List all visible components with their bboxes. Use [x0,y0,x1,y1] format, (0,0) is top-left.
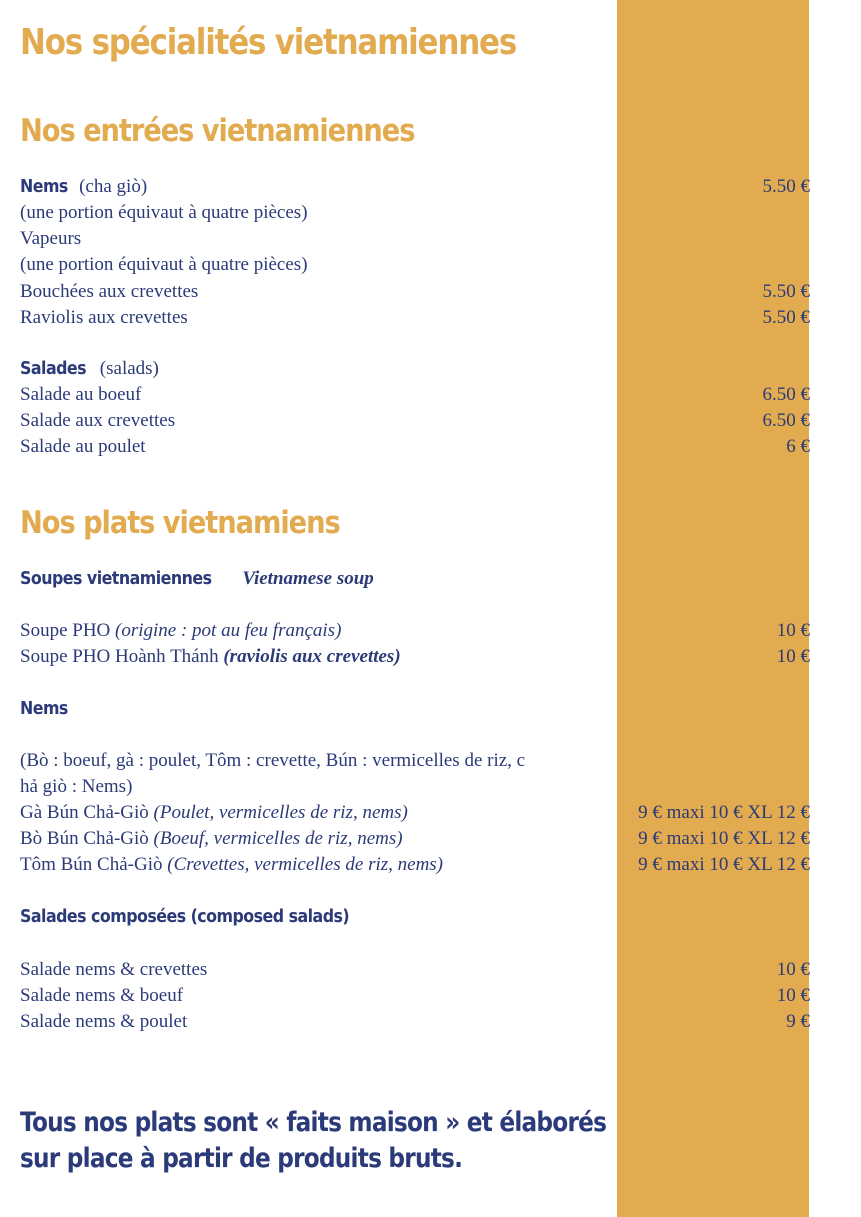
nems-label: Nems [20,698,68,719]
nems-legend-2: hả giò : Nems) [20,776,133,797]
list-item: Salade nems & boeuf 10 € [20,985,810,1006]
list-item: Bò Bún Chả-Giò (Boeuf, vermicelles de riz, nems) 9 € maxi 10 € XL 12 € [20,828,810,849]
plats-heading: Nos plats vietnamiens [20,505,340,541]
list-item: Salade aux crevettes 6.50 € [20,410,810,431]
entree-nems-note: (une portion équivaut à quatre pièces) [20,202,308,223]
entree-vapeurs-note: (une portion équivaut à quatre pièces) [20,254,308,275]
page-title: Nos spécialités vietnamiennes [20,22,517,63]
list-item: Soupe PHO Hoành Thánh (raviolis aux crevettes) 10 € [20,646,810,667]
nems-legend-1: (Bò : boeuf, gà : poulet, Tôm : crevette, Bún : vermicelles de riz, c [20,750,526,771]
salades-label: Salades [20,358,87,379]
list-item: Tôm Bún Chả-Giò (Crevettes, vermicelles de riz, nems) 9 € maxi 10 € XL 12 € [20,854,810,875]
entree-nems-price: 5.50 € [762,176,810,197]
nems-heading-row [20,696,810,722]
footer-note [20,1105,606,1177]
composees-heading-row [20,904,810,930]
salades-sub: (salads) [99,358,159,379]
entree-nems-row [20,174,810,200]
soupes-heading-row [20,566,810,592]
list-item: Gà Bún Chả-Giò (Poulet, vermicelles de riz, nems) 9 € maxi 10 € XL 12 € [20,802,810,823]
list-item: Bouchées aux crevettes 5.50 € [20,281,810,302]
list-item: Salade au boeuf 6.50 € [20,384,810,405]
composees-label: Salades composées (composed salads) [20,906,350,927]
list-item: Soupe PHO (origine : pot au feu français) 10 € [20,620,810,641]
menu-page [20,0,810,1217]
soupes-label: Soupes vietnamiennes [20,568,212,589]
list-item: Salade nems & crevettes 10 € [20,959,810,980]
footer-line-2: sur place à partir de produits bruts. [20,1143,463,1174]
entrees-heading: Nos entrées vietnamiennes [20,113,415,149]
list-item: Salade au poulet 6 € [20,436,810,457]
soupes-sub: Vietnamese soup [242,568,374,589]
entree-nems-label: Nems [20,176,68,197]
entree-vapeurs: Vapeurs [20,228,82,249]
footer-line-1: Tous nos plats sont « faits maison » et élaborés [20,1107,607,1138]
list-item: Raviolis aux crevettes 5.50 € [20,307,810,328]
salades-heading-row [20,356,810,382]
list-item: Salade nems & poulet 9 € [20,1011,810,1032]
entree-nems-sub: (cha giò) [79,176,148,197]
